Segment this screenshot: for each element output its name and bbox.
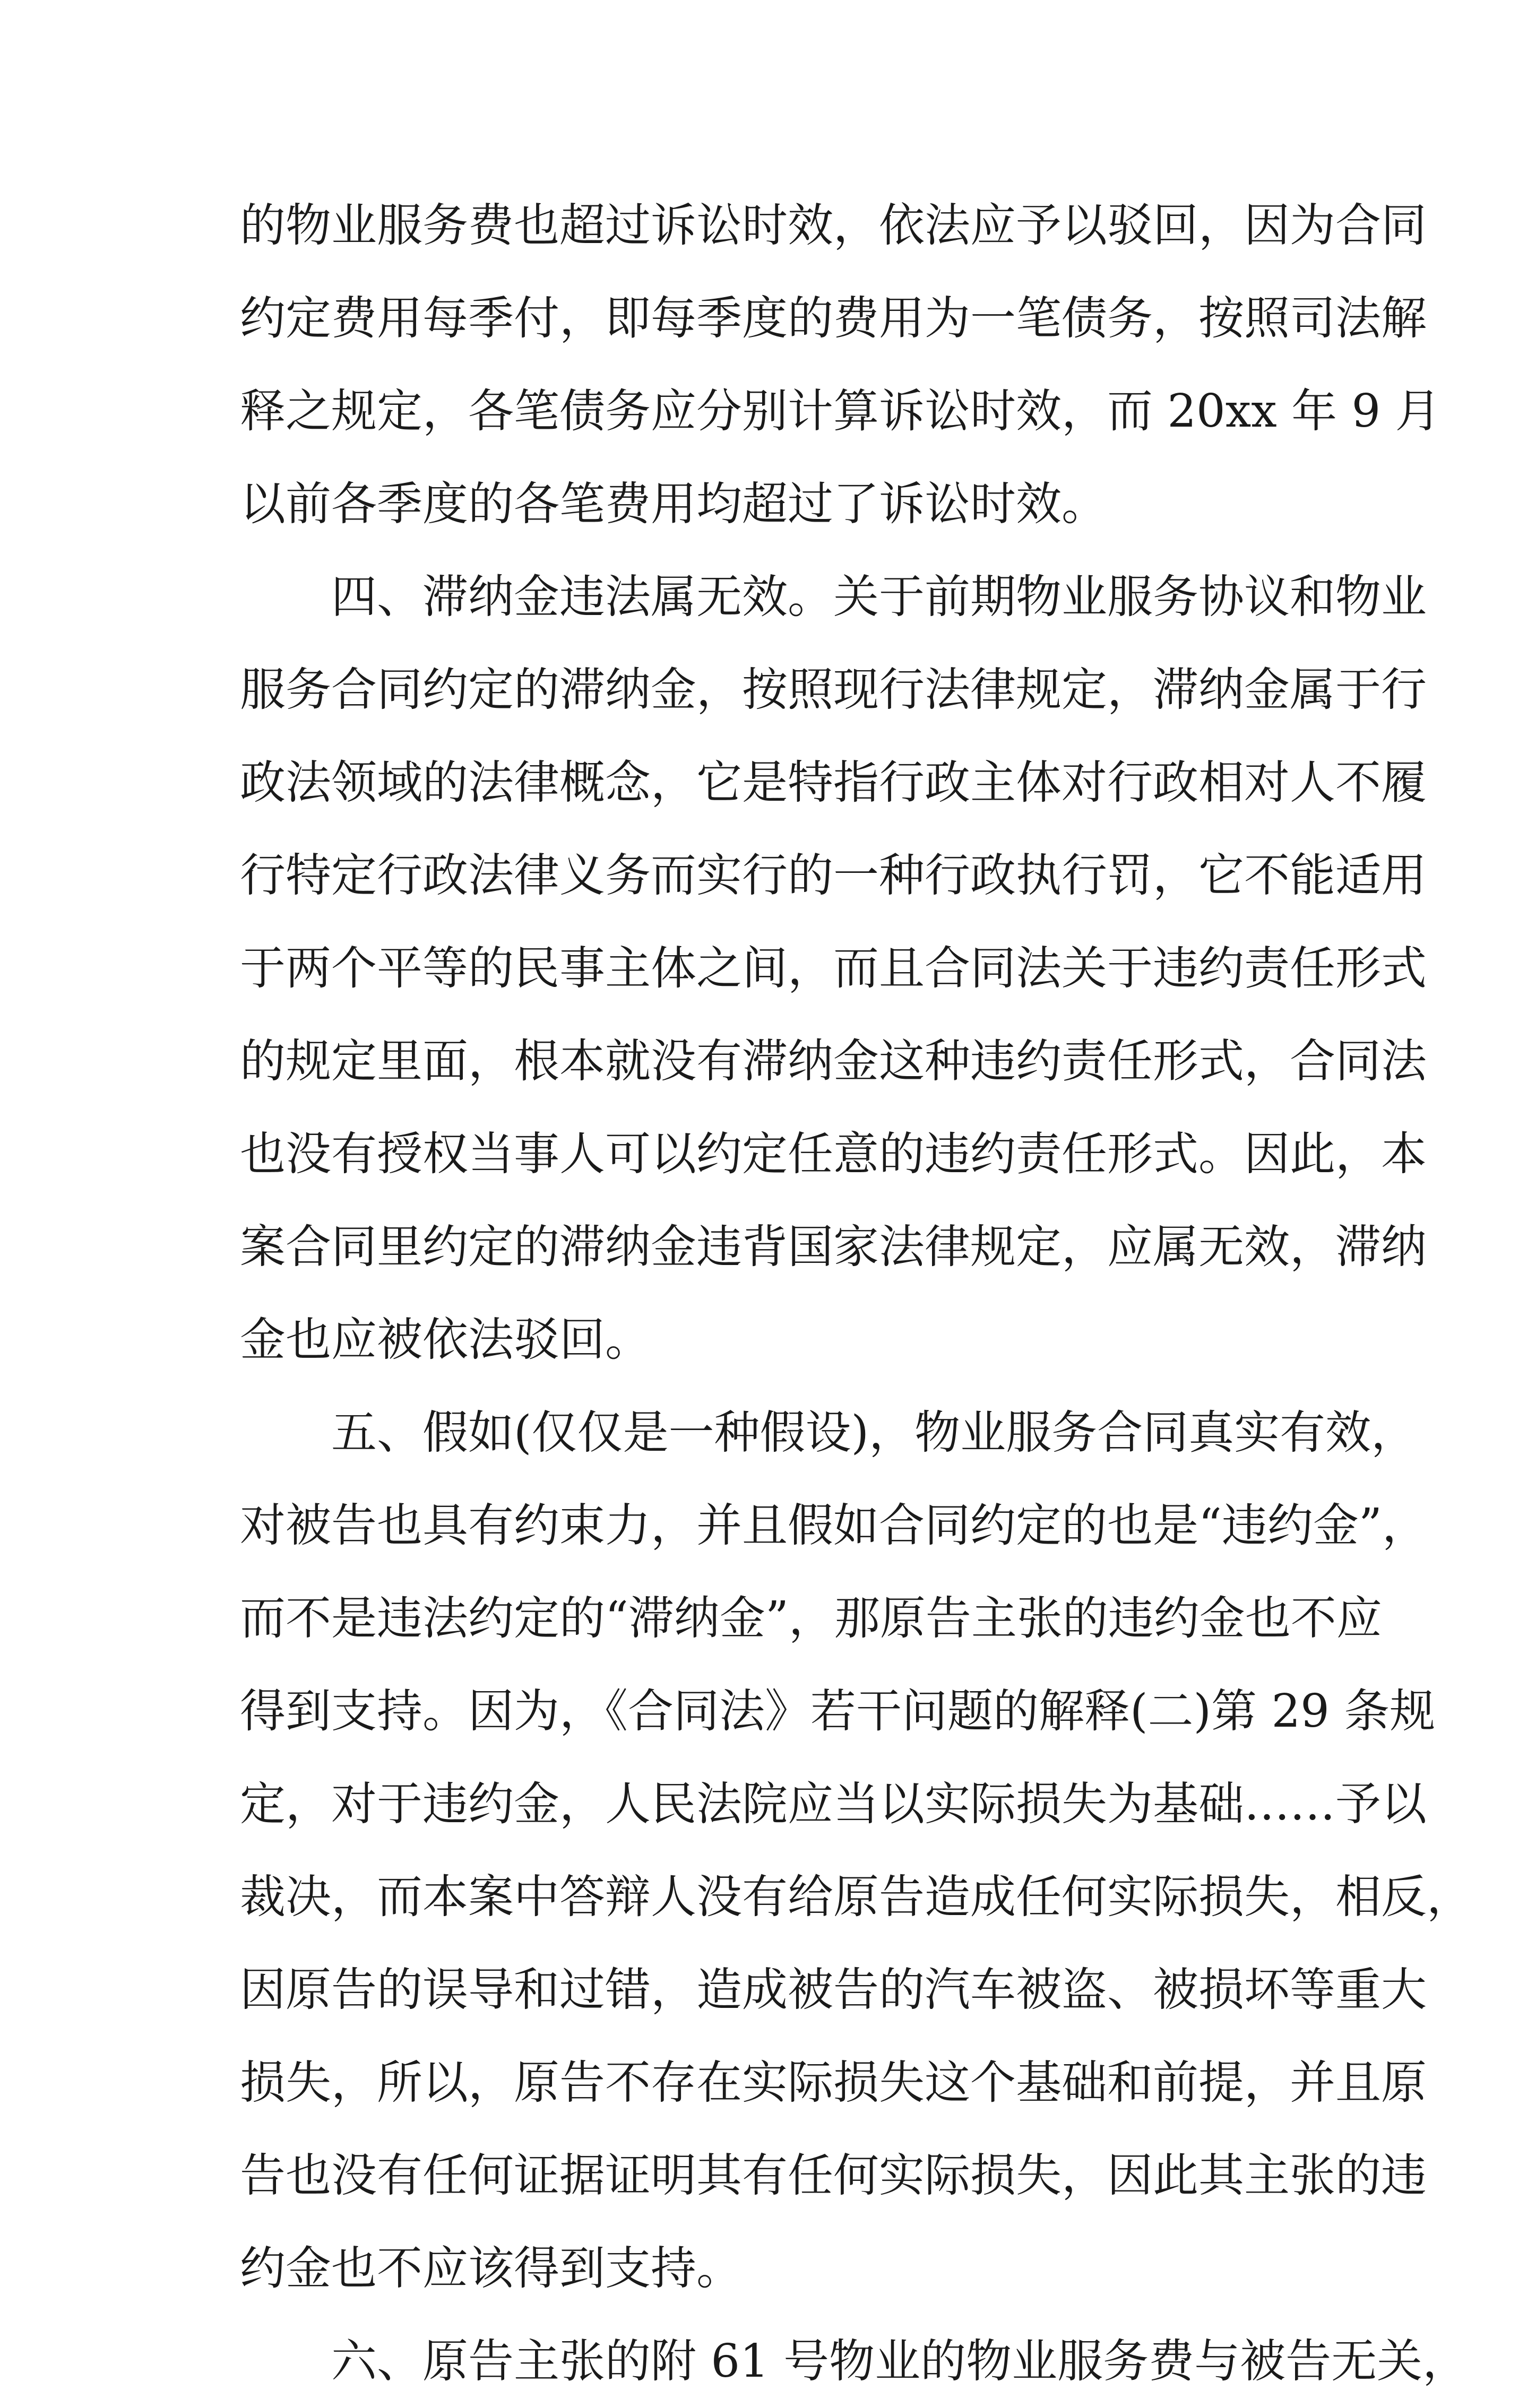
text-line: 金也应被依法驳回。: [240, 1313, 651, 1366]
text-line: 告也没有任何证据证明其有任何实际损失，因此其主张的违: [240, 2149, 1427, 2202]
text-line: 六、原告主张的附 61 号物业的物业服务费与被告无关，: [331, 2335, 1469, 2388]
text-line: 释之规定，各笔债务应分别计算诉讼时效，而 20xx 年 9 月: [240, 385, 1441, 438]
text-line: 政法领域的法律概念，它是特指行政主体对行政相对人不履: [240, 756, 1427, 809]
text-line: 裁决，而本案中答辩人没有给原告造成任何实际损失，相反，: [240, 1870, 1472, 1924]
text-line: 也没有授权当事人可以约定任意的违约责任形式。因此，本: [240, 1128, 1427, 1181]
text-line: 约定费用每季付，即每季度的费用为一笔债务，按照司法解: [240, 292, 1427, 345]
text-line: 行特定行政法律义务而实行的一种行政执行罚，它不能适用: [240, 849, 1427, 902]
text-line: 五、假如(仅仅是一种假设)，物业服务合同真实有效，: [331, 1406, 1417, 1459]
text-line: 因原告的误导和过错，造成被告的汽车被盗、被损坏等重大: [240, 1963, 1427, 2016]
text-line: 案合同里约定的滞纳金违背国家法律规定，应属无效，滞纳: [240, 1220, 1427, 1274]
text-line: 对被告也具有约束力，并且假如合同约定的也是“违约金”，: [240, 1499, 1428, 1552]
text-line: 约金也不应该得到支持。: [240, 2242, 742, 2295]
text-line: 以前各季度的各笔费用均超过了诉讼时效。: [240, 478, 1107, 531]
text-line: 得到支持。因为，《合同法》若干问题的解释(二)第 29 条规: [240, 1685, 1436, 1738]
text-line: 损失，所以，原告不存在实际损失这个基础和前提，并且原: [240, 2056, 1427, 2109]
text-line: 四、滞纳金违法属无效。关于前期物业服务协议和物业: [331, 570, 1427, 623]
text-line: 而不是违法约定的“滞纳金”，那原告主张的违约金也不应: [240, 1592, 1382, 1645]
text-line: 定，对于违约金，人民法院应当以实际损失为基础……予以: [240, 1778, 1427, 1831]
text-line: 服务合同约定的滞纳金，按照现行法律规定，滞纳金属于行: [240, 663, 1427, 716]
text-line: 的规定里面，根本就没有滞纳金这种违约责任形式，合同法: [240, 1035, 1427, 1088]
document-body: [240, 179, 1472, 2408]
text-line: 的物业服务费也超过诉讼时效，依法应予以驳回，因为合同: [240, 199, 1427, 252]
text-line: 于两个平等的民事主体之间，而且合同法关于违约责任形式: [240, 942, 1427, 995]
